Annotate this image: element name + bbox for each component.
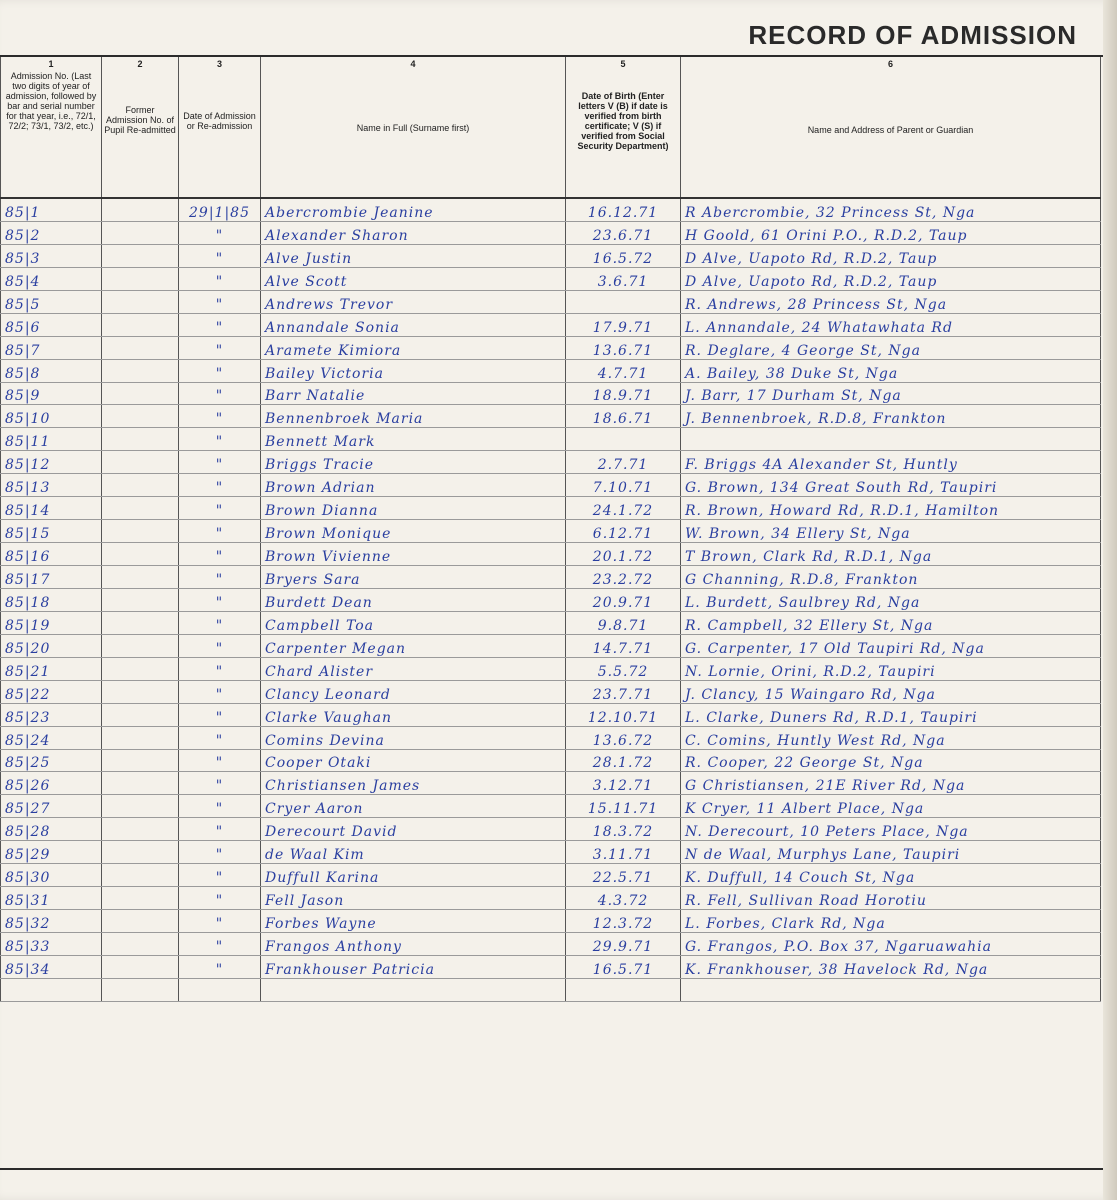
table-header-row	[1, 57, 1101, 198]
admission-date-cell: "	[179, 359, 261, 382]
dob-cell: 13.6.71	[566, 336, 681, 359]
parent-address-cell: K. Duffull, 14 Couch St, Nga	[681, 864, 1101, 887]
footer-rule	[0, 1168, 1117, 1170]
dob-cell: 29.9.71	[566, 933, 681, 956]
parent-address-cell: R. Fell, Sullivan Road Horotiu	[681, 887, 1101, 910]
admission-no-cell: 85|30	[1, 864, 102, 887]
dob-cell: 18.9.71	[566, 382, 681, 405]
former-no-cell	[102, 359, 179, 382]
col-header-dob: 5 Date of Birth (Enter letters V (B) if date is verified from birth certificate; V (S) if verified from Social Security Department)	[566, 57, 681, 198]
pupil-name-cell: Abercrombie Jeanine	[261, 198, 566, 221]
parent-address-cell: R. Andrews, 28 Princess St, Nga	[681, 290, 1101, 313]
pupil-name-cell: Brown Dianna	[261, 497, 566, 520]
former-no-cell	[102, 267, 179, 290]
admission-no-cell: 85|18	[1, 588, 102, 611]
pupil-name-cell: Alexander Sharon	[261, 221, 566, 244]
table-row	[1, 795, 1101, 818]
admission-no-cell: 85|10	[1, 405, 102, 428]
admission-no-cell: 85|8	[1, 359, 102, 382]
table-row	[1, 451, 1101, 474]
admission-no-cell: 85|31	[1, 887, 102, 910]
table-row	[1, 428, 1101, 451]
former-no-cell	[102, 910, 179, 933]
former-no-cell	[102, 221, 179, 244]
table-row	[1, 611, 1101, 634]
table-row	[1, 474, 1101, 497]
admission-no-cell: 85|25	[1, 749, 102, 772]
admission-no-cell: 85|19	[1, 611, 102, 634]
parent-address-cell	[681, 428, 1101, 451]
table-row	[1, 313, 1101, 336]
admission-date-cell	[179, 978, 261, 1001]
admission-date-cell: "	[179, 497, 261, 520]
parent-address-cell: L. Annandale, 24 Whatawhata Rd	[681, 313, 1101, 336]
admission-date-cell: "	[179, 520, 261, 543]
pupil-name-cell: Forbes Wayne	[261, 910, 566, 933]
dob-cell: 12.10.71	[566, 703, 681, 726]
dob-cell: 24.1.72	[566, 497, 681, 520]
admission-date-cell: "	[179, 841, 261, 864]
col-header-parent: 6 Name and Address of Parent or Guardian	[681, 57, 1101, 198]
dob-cell: 6.12.71	[566, 520, 681, 543]
admission-date-cell: "	[179, 749, 261, 772]
dob-cell: 28.1.72	[566, 749, 681, 772]
table-row	[1, 520, 1101, 543]
former-no-cell	[102, 726, 179, 749]
dob-cell: 23.2.72	[566, 566, 681, 589]
admission-no-cell: 85|28	[1, 818, 102, 841]
dob-cell: 14.7.71	[566, 634, 681, 657]
admission-no-cell: 85|33	[1, 933, 102, 956]
admission-no-cell: 85|26	[1, 772, 102, 795]
table-row	[1, 818, 1101, 841]
dob-cell: 3.11.71	[566, 841, 681, 864]
former-no-cell	[102, 933, 179, 956]
admission-date-cell: "	[179, 588, 261, 611]
admission-date-cell: "	[179, 818, 261, 841]
parent-address-cell: N. Derecourt, 10 Peters Place, Nga	[681, 818, 1101, 841]
table-row	[1, 244, 1101, 267]
former-no-cell	[102, 290, 179, 313]
parent-address-cell: H Goold, 61 Orini P.O., R.D.2, Taup	[681, 221, 1101, 244]
admission-date-cell: "	[179, 611, 261, 634]
pupil-name-cell	[261, 978, 566, 1001]
former-no-cell	[102, 405, 179, 428]
table-row	[1, 290, 1101, 313]
dob-cell: 12.3.72	[566, 910, 681, 933]
dob-cell: 9.8.71	[566, 611, 681, 634]
admission-date-cell: "	[179, 933, 261, 956]
admission-no-cell: 85|1	[1, 198, 102, 221]
admission-no-cell: 85|34	[1, 955, 102, 978]
dob-cell: 2.7.71	[566, 451, 681, 474]
col-header-admission-no: 1 Admission No. (Last two digits of year of admission, followed by bar and serial number for that year, i.e., 72/1, 72/2; 73/1, 73/2, etc.)	[1, 57, 102, 198]
pupil-name-cell: Andrews Trevor	[261, 290, 566, 313]
admission-no-cell: 85|21	[1, 657, 102, 680]
admission-no-cell: 85|29	[1, 841, 102, 864]
pupil-name-cell: Bennenbroek Maria	[261, 405, 566, 428]
table-row	[1, 657, 1101, 680]
admission-no-cell: 85|32	[1, 910, 102, 933]
col-header-date-admission: 3 Date of Admission or Re-admission	[179, 57, 261, 198]
former-no-cell	[102, 451, 179, 474]
admission-date-cell: "	[179, 726, 261, 749]
table-row	[1, 933, 1101, 956]
admission-date-cell: 29|1|85	[179, 198, 261, 221]
former-no-cell	[102, 244, 179, 267]
former-no-cell	[102, 428, 179, 451]
table-row	[1, 497, 1101, 520]
pupil-name-cell: Bennett Mark	[261, 428, 566, 451]
former-no-cell	[102, 474, 179, 497]
admission-date-cell: "	[179, 451, 261, 474]
admission-date-cell: "	[179, 772, 261, 795]
pupil-name-cell: Cryer Aaron	[261, 795, 566, 818]
dob-cell: 3.6.71	[566, 267, 681, 290]
admission-no-cell: 85|15	[1, 520, 102, 543]
admission-no-cell: 85|20	[1, 634, 102, 657]
page-title: RECORD OF ADMISSION	[748, 20, 1077, 50]
former-no-cell	[102, 841, 179, 864]
admission-table	[0, 57, 1101, 1002]
pupil-name-cell: Alve Justin	[261, 244, 566, 267]
dob-cell: 16.5.71	[566, 955, 681, 978]
admission-no-cell: 85|22	[1, 680, 102, 703]
admission-no-cell: 85|13	[1, 474, 102, 497]
col-header-former-no: 2 Former Admission No. of Pupil Re-admitted	[102, 57, 179, 198]
parent-address-cell: R. Brown, Howard Rd, R.D.1, Hamilton	[681, 497, 1101, 520]
admission-no-cell: 85|3	[1, 244, 102, 267]
admission-date-cell: "	[179, 336, 261, 359]
parent-address-cell: J. Clancy, 15 Waingaro Rd, Nga	[681, 680, 1101, 703]
admission-no-cell: 85|23	[1, 703, 102, 726]
pupil-name-cell: Aramete Kimiora	[261, 336, 566, 359]
parent-address-cell: R. Cooper, 22 George St, Nga	[681, 749, 1101, 772]
parent-address-cell: G. Frangos, P.O. Box 37, Ngaruawahia	[681, 933, 1101, 956]
parent-address-cell: R. Deglare, 4 George St, Nga	[681, 336, 1101, 359]
dob-cell: 7.10.71	[566, 474, 681, 497]
dob-cell: 23.6.71	[566, 221, 681, 244]
admission-date-cell: "	[179, 543, 261, 566]
former-no-cell	[102, 657, 179, 680]
dob-cell: 18.3.72	[566, 818, 681, 841]
dob-cell	[566, 978, 681, 1001]
table-row	[1, 703, 1101, 726]
table-row	[1, 841, 1101, 864]
pupil-name-cell: Burdett Dean	[261, 588, 566, 611]
dob-cell: 17.9.71	[566, 313, 681, 336]
table-row	[1, 336, 1101, 359]
pupil-name-cell: Carpenter Megan	[261, 634, 566, 657]
pupil-name-cell: Derecourt David	[261, 818, 566, 841]
dob-cell: 16.12.71	[566, 198, 681, 221]
parent-address-cell: J. Barr, 17 Durham St, Nga	[681, 382, 1101, 405]
former-no-cell	[102, 795, 179, 818]
admission-no-cell: 85|11	[1, 428, 102, 451]
table-row	[1, 864, 1101, 887]
dob-cell: 13.6.72	[566, 726, 681, 749]
parent-address-cell: G Christiansen, 21E River Rd, Nga	[681, 772, 1101, 795]
table-row	[1, 221, 1101, 244]
pupil-name-cell: Barr Natalie	[261, 382, 566, 405]
former-no-cell	[102, 520, 179, 543]
pupil-name-cell: Brown Vivienne	[261, 543, 566, 566]
former-no-cell	[102, 749, 179, 772]
table-row	[1, 588, 1101, 611]
admission-date-cell: "	[179, 566, 261, 589]
parent-address-cell	[681, 978, 1101, 1001]
parent-address-cell: L. Clarke, Duners Rd, R.D.1, Taupiri	[681, 703, 1101, 726]
admission-no-cell: 85|7	[1, 336, 102, 359]
former-no-cell	[102, 634, 179, 657]
table-row	[1, 910, 1101, 933]
former-no-cell	[102, 382, 179, 405]
table-row	[1, 566, 1101, 589]
admission-date-cell: "	[179, 795, 261, 818]
former-no-cell	[102, 978, 179, 1001]
admission-no-cell: 85|9	[1, 382, 102, 405]
table-row	[1, 955, 1101, 978]
admission-no-cell: 85|27	[1, 795, 102, 818]
former-no-cell	[102, 864, 179, 887]
pupil-name-cell: Clarke Vaughan	[261, 703, 566, 726]
parent-address-cell: N. Lornie, Orini, R.D.2, Taupiri	[681, 657, 1101, 680]
former-no-cell	[102, 955, 179, 978]
admission-no-cell: 85|17	[1, 566, 102, 589]
pupil-name-cell: Annandale Sonia	[261, 313, 566, 336]
parent-address-cell: A. Bailey, 38 Duke St, Nga	[681, 359, 1101, 382]
dob-cell: 22.5.71	[566, 864, 681, 887]
parent-address-cell: G Channing, R.D.8, Frankton	[681, 566, 1101, 589]
admission-date-cell: "	[179, 955, 261, 978]
pupil-name-cell: Cooper Otaki	[261, 749, 566, 772]
admission-date-cell: "	[179, 244, 261, 267]
former-no-cell	[102, 313, 179, 336]
col-header-name: 4 Name in Full (Surname first)	[261, 57, 566, 198]
former-no-cell	[102, 588, 179, 611]
parent-address-cell: G. Brown, 134 Great South Rd, Taupiri	[681, 474, 1101, 497]
parent-address-cell: W. Brown, 34 Ellery St, Nga	[681, 520, 1101, 543]
pupil-name-cell: Alve Scott	[261, 267, 566, 290]
table-row	[1, 887, 1101, 910]
pupil-name-cell: de Waal Kim	[261, 841, 566, 864]
table-row	[1, 382, 1101, 405]
admission-no-cell: 85|6	[1, 313, 102, 336]
dob-cell: 20.9.71	[566, 588, 681, 611]
admission-date-cell: "	[179, 910, 261, 933]
dob-cell	[566, 290, 681, 313]
admission-date-cell: "	[179, 313, 261, 336]
dob-cell: 15.11.71	[566, 795, 681, 818]
parent-address-cell: K. Frankhouser, 38 Havelock Rd, Nga	[681, 955, 1101, 978]
admission-no-cell: 85|14	[1, 497, 102, 520]
admission-no-cell: 85|16	[1, 543, 102, 566]
dob-cell: 18.6.71	[566, 405, 681, 428]
parent-address-cell: D Alve, Uapoto Rd, R.D.2, Taup	[681, 244, 1101, 267]
pupil-name-cell: Comins Devina	[261, 726, 566, 749]
admission-date-cell: "	[179, 887, 261, 910]
admission-no-cell: 85|24	[1, 726, 102, 749]
parent-address-cell: L. Burdett, Saulbrey Rd, Nga	[681, 588, 1101, 611]
table-row	[1, 772, 1101, 795]
admission-date-cell: "	[179, 382, 261, 405]
former-no-cell	[102, 772, 179, 795]
admission-date-cell: "	[179, 657, 261, 680]
pupil-name-cell: Clancy Leonard	[261, 680, 566, 703]
table-row	[1, 726, 1101, 749]
admission-date-cell: "	[179, 680, 261, 703]
pupil-name-cell: Campbell Toa	[261, 611, 566, 634]
former-no-cell	[102, 198, 179, 221]
table-row	[1, 543, 1101, 566]
table-row	[1, 405, 1101, 428]
parent-address-cell: G. Carpenter, 17 Old Taupiri Rd, Nga	[681, 634, 1101, 657]
table-row	[1, 198, 1101, 221]
pupil-name-cell: Bailey Victoria	[261, 359, 566, 382]
admission-date-cell: "	[179, 428, 261, 451]
parent-address-cell: N de Waal, Murphys Lane, Taupiri	[681, 841, 1101, 864]
table-row	[1, 978, 1101, 1001]
former-no-cell	[102, 818, 179, 841]
admission-no-cell: 85|12	[1, 451, 102, 474]
parent-address-cell: R. Campbell, 32 Ellery St, Nga	[681, 611, 1101, 634]
admission-date-cell: "	[179, 703, 261, 726]
parent-address-cell: R Abercrombie, 32 Princess St, Nga	[681, 198, 1101, 221]
admission-date-cell: "	[179, 864, 261, 887]
parent-address-cell: F. Briggs 4A Alexander St, Huntly	[681, 451, 1101, 474]
admission-date-cell: "	[179, 267, 261, 290]
admission-date-cell: "	[179, 474, 261, 497]
dob-cell: 23.7.71	[566, 680, 681, 703]
pupil-name-cell: Brown Adrian	[261, 474, 566, 497]
pupil-name-cell: Chard Alister	[261, 657, 566, 680]
parent-address-cell: D Alve, Uapoto Rd, R.D.2, Taup	[681, 267, 1101, 290]
pupil-name-cell: Christiansen James	[261, 772, 566, 795]
dob-cell: 3.12.71	[566, 772, 681, 795]
former-no-cell	[102, 703, 179, 726]
page-edge	[1103, 0, 1117, 1200]
former-no-cell	[102, 543, 179, 566]
table-row	[1, 267, 1101, 290]
pupil-name-cell: Brown Monique	[261, 520, 566, 543]
parent-address-cell: L. Forbes, Clark Rd, Nga	[681, 910, 1101, 933]
former-no-cell	[102, 336, 179, 359]
parent-address-cell: T Brown, Clark Rd, R.D.1, Nga	[681, 543, 1101, 566]
former-no-cell	[102, 680, 179, 703]
pupil-name-cell: Fell Jason	[261, 887, 566, 910]
dob-cell: 5.5.72	[566, 657, 681, 680]
admission-no-cell	[1, 978, 102, 1001]
former-no-cell	[102, 497, 179, 520]
admission-no-cell: 85|4	[1, 267, 102, 290]
dob-cell: 4.3.72	[566, 887, 681, 910]
former-no-cell	[102, 566, 179, 589]
table-row	[1, 749, 1101, 772]
parent-address-cell: J. Bennenbroek, R.D.8, Frankton	[681, 405, 1101, 428]
admission-date-cell: "	[179, 405, 261, 428]
former-no-cell	[102, 611, 179, 634]
pupil-name-cell: Duffull Karina	[261, 864, 566, 887]
admission-date-cell: "	[179, 290, 261, 313]
pupil-name-cell: Bryers Sara	[261, 566, 566, 589]
dob-cell: 20.1.72	[566, 543, 681, 566]
admission-date-cell: "	[179, 221, 261, 244]
parent-address-cell: C. Comins, Huntly West Rd, Nga	[681, 726, 1101, 749]
admission-date-cell: "	[179, 634, 261, 657]
parent-address-cell: K Cryer, 11 Albert Place, Nga	[681, 795, 1101, 818]
pupil-name-cell: Frangos Anthony	[261, 933, 566, 956]
table-row	[1, 359, 1101, 382]
table-row	[1, 634, 1101, 657]
admission-no-cell: 85|5	[1, 290, 102, 313]
table-row	[1, 680, 1101, 703]
former-no-cell	[102, 887, 179, 910]
dob-cell: 16.5.72	[566, 244, 681, 267]
dob-cell: 4.7.71	[566, 359, 681, 382]
admission-no-cell: 85|2	[1, 221, 102, 244]
pupil-name-cell: Frankhouser Patricia	[261, 955, 566, 978]
pupil-name-cell: Briggs Tracie	[261, 451, 566, 474]
dob-cell	[566, 428, 681, 451]
